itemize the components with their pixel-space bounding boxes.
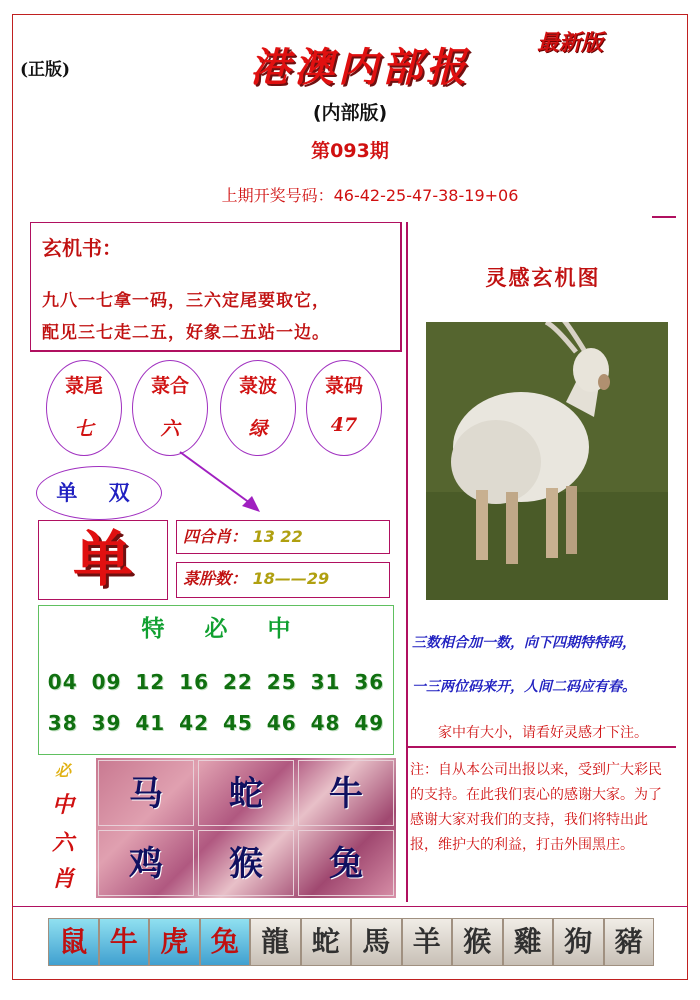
divider — [12, 906, 688, 907]
zodiac-cell: 蛇 — [198, 760, 294, 826]
zodiac-cell: 兔 — [298, 830, 394, 896]
combo-value: 13 22 — [252, 527, 303, 546]
riddle-label: 玄机书： — [42, 236, 122, 260]
riddle-line-2: 配见三七走二五，好象二五站一边。 — [42, 323, 330, 343]
pick-title: 菉波 — [238, 375, 277, 397]
pick-title: 菉码 — [324, 375, 363, 397]
pick-oval-tail — [46, 360, 122, 456]
range-value: 18——29 — [252, 569, 330, 588]
range-box — [176, 562, 390, 598]
zodiac-tile: 虎 — [149, 918, 200, 966]
zodiac-tile: 豬 — [604, 918, 655, 966]
company-note: 注：自从本公司出报以来，受到广大彩民的支持。在此我们衷心的感谢大家。为了感谢大家对我们的支持，我们将特出此报，维护大的利益，打击外围黑庄。 — [410, 762, 662, 853]
zodiac-tile: 牛 — [99, 918, 150, 966]
zodiac-label-char: 必 — [54, 761, 71, 780]
zodiac-pick-panel — [96, 758, 396, 898]
pick-oval-wave — [220, 360, 296, 456]
combo-box — [176, 520, 390, 554]
pick-value: 绿 — [248, 418, 268, 440]
pick-value: 47 — [330, 414, 358, 436]
special-title: 特必中 — [141, 615, 331, 642]
goat-image — [426, 322, 668, 600]
pick-oval-code — [306, 360, 382, 456]
range-label: 菉肸数： — [183, 569, 248, 588]
column-divider — [406, 222, 408, 902]
zodiac-tile: 狗 — [553, 918, 604, 966]
zodiac-tile: 蛇 — [301, 918, 352, 966]
hint-line-2: 一三两位码来开，人间二码应有春。 — [412, 679, 636, 695]
zodiac-tile: 羊 — [402, 918, 453, 966]
zodiac-tile: 馬 — [351, 918, 402, 966]
pick-title: 菉合 — [150, 375, 189, 397]
odd-big-char: 单 — [38, 520, 168, 600]
inspiration-title: 灵感玄机图 — [485, 265, 601, 290]
pick-oval-combo — [132, 360, 208, 456]
pick-value: 七 — [74, 418, 94, 440]
page-title: 港澳内部报 — [250, 44, 470, 91]
hint-line-3: 家中有大小，请看好灵感才下注。 — [438, 725, 648, 741]
zodiac-cell: 马 — [98, 760, 194, 826]
zodiac-tile: 雞 — [503, 918, 554, 966]
combo-label: 四合肖： — [183, 527, 248, 546]
divider — [652, 216, 676, 218]
zodiac-cell: 牛 — [298, 760, 394, 826]
zodiac-label-char: 中 — [51, 792, 74, 818]
issue-number: 第093期 — [311, 140, 389, 162]
divider — [406, 746, 676, 748]
hint-line-1: 三数相合加一数，向下四期特特码， — [412, 635, 636, 651]
pick-title: 菉尾 — [64, 375, 103, 397]
last-draw-numbers: 上期开奖号码：46-42-25-47-38-19+06 — [221, 186, 519, 205]
zodiac-strip — [48, 918, 654, 966]
pick-value: 六 — [160, 418, 180, 440]
special-numbers-row-2: 38 39 41 42 45 46 48 49 — [47, 711, 385, 735]
divider — [30, 350, 402, 352]
zodiac-cell: 鸡 — [98, 830, 194, 896]
zodiac-tile: 鼠 — [48, 918, 99, 966]
zodiac-tile: 猴 — [452, 918, 503, 966]
zodiac-tile: 龍 — [250, 918, 301, 966]
arrow-icon — [176, 448, 266, 518]
page-subtitle: (内部版) — [312, 102, 388, 124]
special-numbers-row-1: 04 09 12 16 22 25 31 36 — [47, 670, 385, 694]
zodiac-tile: 兔 — [200, 918, 251, 966]
edition-tag: (正版) — [20, 60, 71, 80]
goat-photo — [426, 322, 668, 600]
zodiac-label-char: 六 — [51, 830, 74, 856]
newest-tag: 最新版 — [537, 30, 604, 56]
odd-even-oval: 单 双 — [36, 466, 162, 520]
zodiac-label-char: 肖 — [51, 866, 74, 892]
zodiac-cell: 猴 — [198, 830, 294, 896]
riddle-line-1: 九八一七拿一码，三六定尾要取它， — [42, 291, 330, 311]
